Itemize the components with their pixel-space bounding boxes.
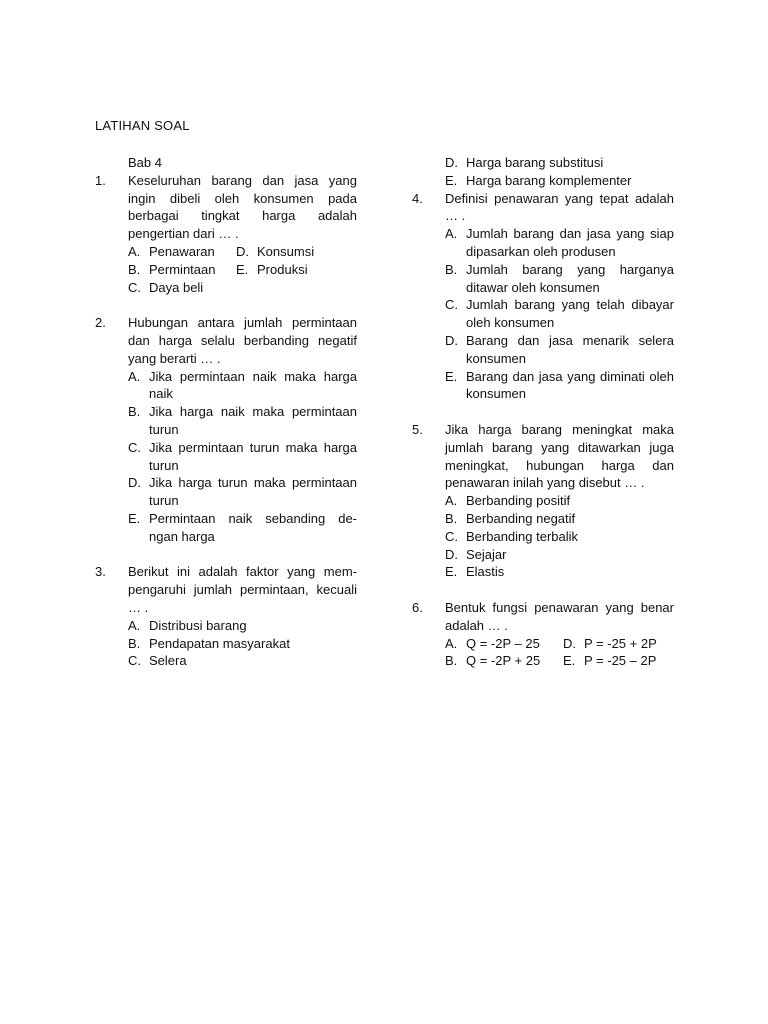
option-letter: E. (128, 510, 141, 526)
option-text: Permintaan (149, 261, 216, 277)
question-text: Bentuk fungsi penawaran yang benar adalah … . (445, 599, 674, 633)
option-text: Barang dan jasa yang diminati oleh konsumen (466, 368, 674, 402)
option-letter: C. (128, 439, 141, 455)
option-letter: B. (128, 261, 141, 277)
option-c (445, 296, 674, 332)
option-text: Jumlah barang yang telah dibayar oleh konsumen (466, 297, 674, 331)
option-text: Sejajar (466, 546, 507, 562)
option-letter: A. (445, 635, 458, 651)
option-e (236, 261, 308, 279)
option-letter: A. (445, 493, 458, 509)
option-text: Berbanding negatif (466, 510, 576, 526)
question-number: 5. (412, 421, 423, 437)
option-letter: A. (128, 368, 141, 384)
option-letter: B. (128, 635, 141, 651)
option-d (445, 154, 674, 172)
question-text: Hubungan antara jumlah permintaan dan harga selalu berbanding negatif yang berarti … . (128, 315, 357, 366)
option-letter: D. (563, 635, 576, 651)
option-letter: C. (445, 528, 458, 544)
option-b (445, 261, 674, 297)
option-text: Jika permintaan turun maka harga turun (149, 439, 357, 473)
option-text: Jika harga turun maka permintaan turun (149, 475, 357, 509)
option-text: Penawaran (149, 243, 215, 259)
option-text: Berbanding terbalik (466, 528, 579, 544)
question-text: Definisi penawaran yang tepat adalah … . (445, 190, 674, 224)
question-text: Jika harga barang meningkat maka jumlah barang yang ditawarkan juga meningkat, hubungan harga dan penawaran inilah yang disebut … . (445, 421, 674, 491)
option-text: Konsumsi (257, 243, 315, 259)
option-text: Barang dan jasa menarik selera konsumen (466, 332, 674, 366)
option-b (445, 510, 674, 528)
option-text: Produksi (257, 261, 308, 277)
option-letter: B. (445, 261, 458, 277)
option-a (128, 617, 357, 635)
options (95, 617, 357, 670)
option-letter: B. (128, 404, 141, 420)
option-letter: B. (445, 510, 458, 526)
option-text: Q = -2P + 25 (466, 653, 541, 669)
options (412, 635, 674, 671)
option-d (563, 635, 657, 653)
option-text: Jika permintaan naik maka harga naik (149, 368, 357, 402)
question-4 (412, 190, 674, 404)
option-d (445, 546, 674, 564)
option-text: Harga barang substitusi (466, 155, 604, 170)
option-letter: E. (445, 564, 458, 580)
option-a (445, 225, 674, 261)
right-column (412, 154, 674, 688)
option-text: Permintaan naik sebanding de- ngan harga (149, 510, 357, 544)
option-c (128, 652, 357, 670)
option-letter: A. (128, 243, 141, 259)
options (95, 368, 357, 546)
chapter-label: Bab 4 (128, 155, 162, 170)
option-text: Q = -2P – 25 (466, 635, 540, 651)
option-e (445, 563, 674, 581)
option-d (445, 332, 674, 368)
option-letter: A. (128, 617, 141, 633)
option-text: Jika harga naik maka permintaan turun (149, 404, 357, 437)
option-a (445, 635, 563, 653)
option-text: Harga barang komplementer (466, 172, 632, 188)
option-letter: D. (236, 243, 249, 259)
question-number: 2. (95, 315, 106, 331)
question-3-continued-options (412, 154, 674, 190)
option-letter: E. (445, 368, 458, 384)
option-letter: E. (563, 653, 576, 669)
question-number: 6. (412, 599, 423, 615)
option-b (128, 261, 236, 279)
option-text: Elastis (466, 564, 505, 580)
option-e (128, 510, 357, 546)
question-text: Berikut ini adalah faktor yang mem- pengaruhi jumlah permintaan, kecuali … . (128, 564, 357, 615)
options (412, 225, 674, 403)
question-1 (95, 172, 357, 297)
option-a (128, 243, 236, 261)
option-text: Berbanding positif (466, 493, 571, 509)
option-letter: E. (236, 261, 249, 277)
option-letter: D. (445, 332, 458, 348)
option-e (563, 652, 656, 670)
option-c (445, 528, 674, 546)
option-c (128, 279, 357, 297)
option-a (445, 492, 674, 510)
left-column (95, 154, 357, 688)
question-3 (95, 563, 357, 670)
options (95, 243, 357, 296)
option-e (445, 172, 674, 190)
option-b (128, 635, 357, 653)
question-number: 3. (95, 564, 106, 580)
question-number: 4. (412, 190, 423, 206)
option-letter: C. (445, 297, 458, 313)
option-b (445, 652, 563, 670)
option-text: Daya beli (149, 279, 204, 295)
option-text: P = -25 + 2P (584, 635, 657, 651)
option-c (128, 439, 357, 475)
question-2 (95, 314, 357, 545)
question-6 (412, 599, 674, 670)
option-text: Pendapatan masyarakat (149, 635, 290, 651)
option-letter: A. (445, 226, 458, 242)
question-5 (412, 421, 674, 581)
option-letter: E. (445, 172, 458, 188)
question-text: Keseluruhan barang dan jasa yang ingin dibeli oleh konsumen pada berbagai tingkat harga adalah pengertian dari … . (128, 172, 357, 242)
question-number: 1. (95, 172, 106, 188)
option-letter: D. (128, 475, 141, 491)
option-d (128, 474, 357, 510)
option-letter: D. (445, 546, 458, 562)
option-text: Distribusi barang (149, 617, 247, 633)
option-text: Jumlah barang dan jasa yang siap dipasarkan oleh produsen (466, 226, 674, 259)
option-b (128, 403, 357, 439)
option-d (236, 243, 314, 261)
option-a (128, 368, 357, 404)
option-text: Jumlah barang yang harganya ditawar oleh konsumen (466, 261, 674, 295)
option-text: P = -25 – 2P (584, 653, 657, 669)
options (412, 492, 674, 581)
option-letter: D. (445, 155, 458, 170)
page-title: LATIHAN SOAL (95, 118, 190, 133)
option-letter: C. (128, 653, 141, 669)
option-letter: C. (128, 279, 141, 295)
option-text: Selera (149, 653, 187, 669)
option-e (445, 368, 674, 404)
option-letter: B. (445, 653, 458, 669)
